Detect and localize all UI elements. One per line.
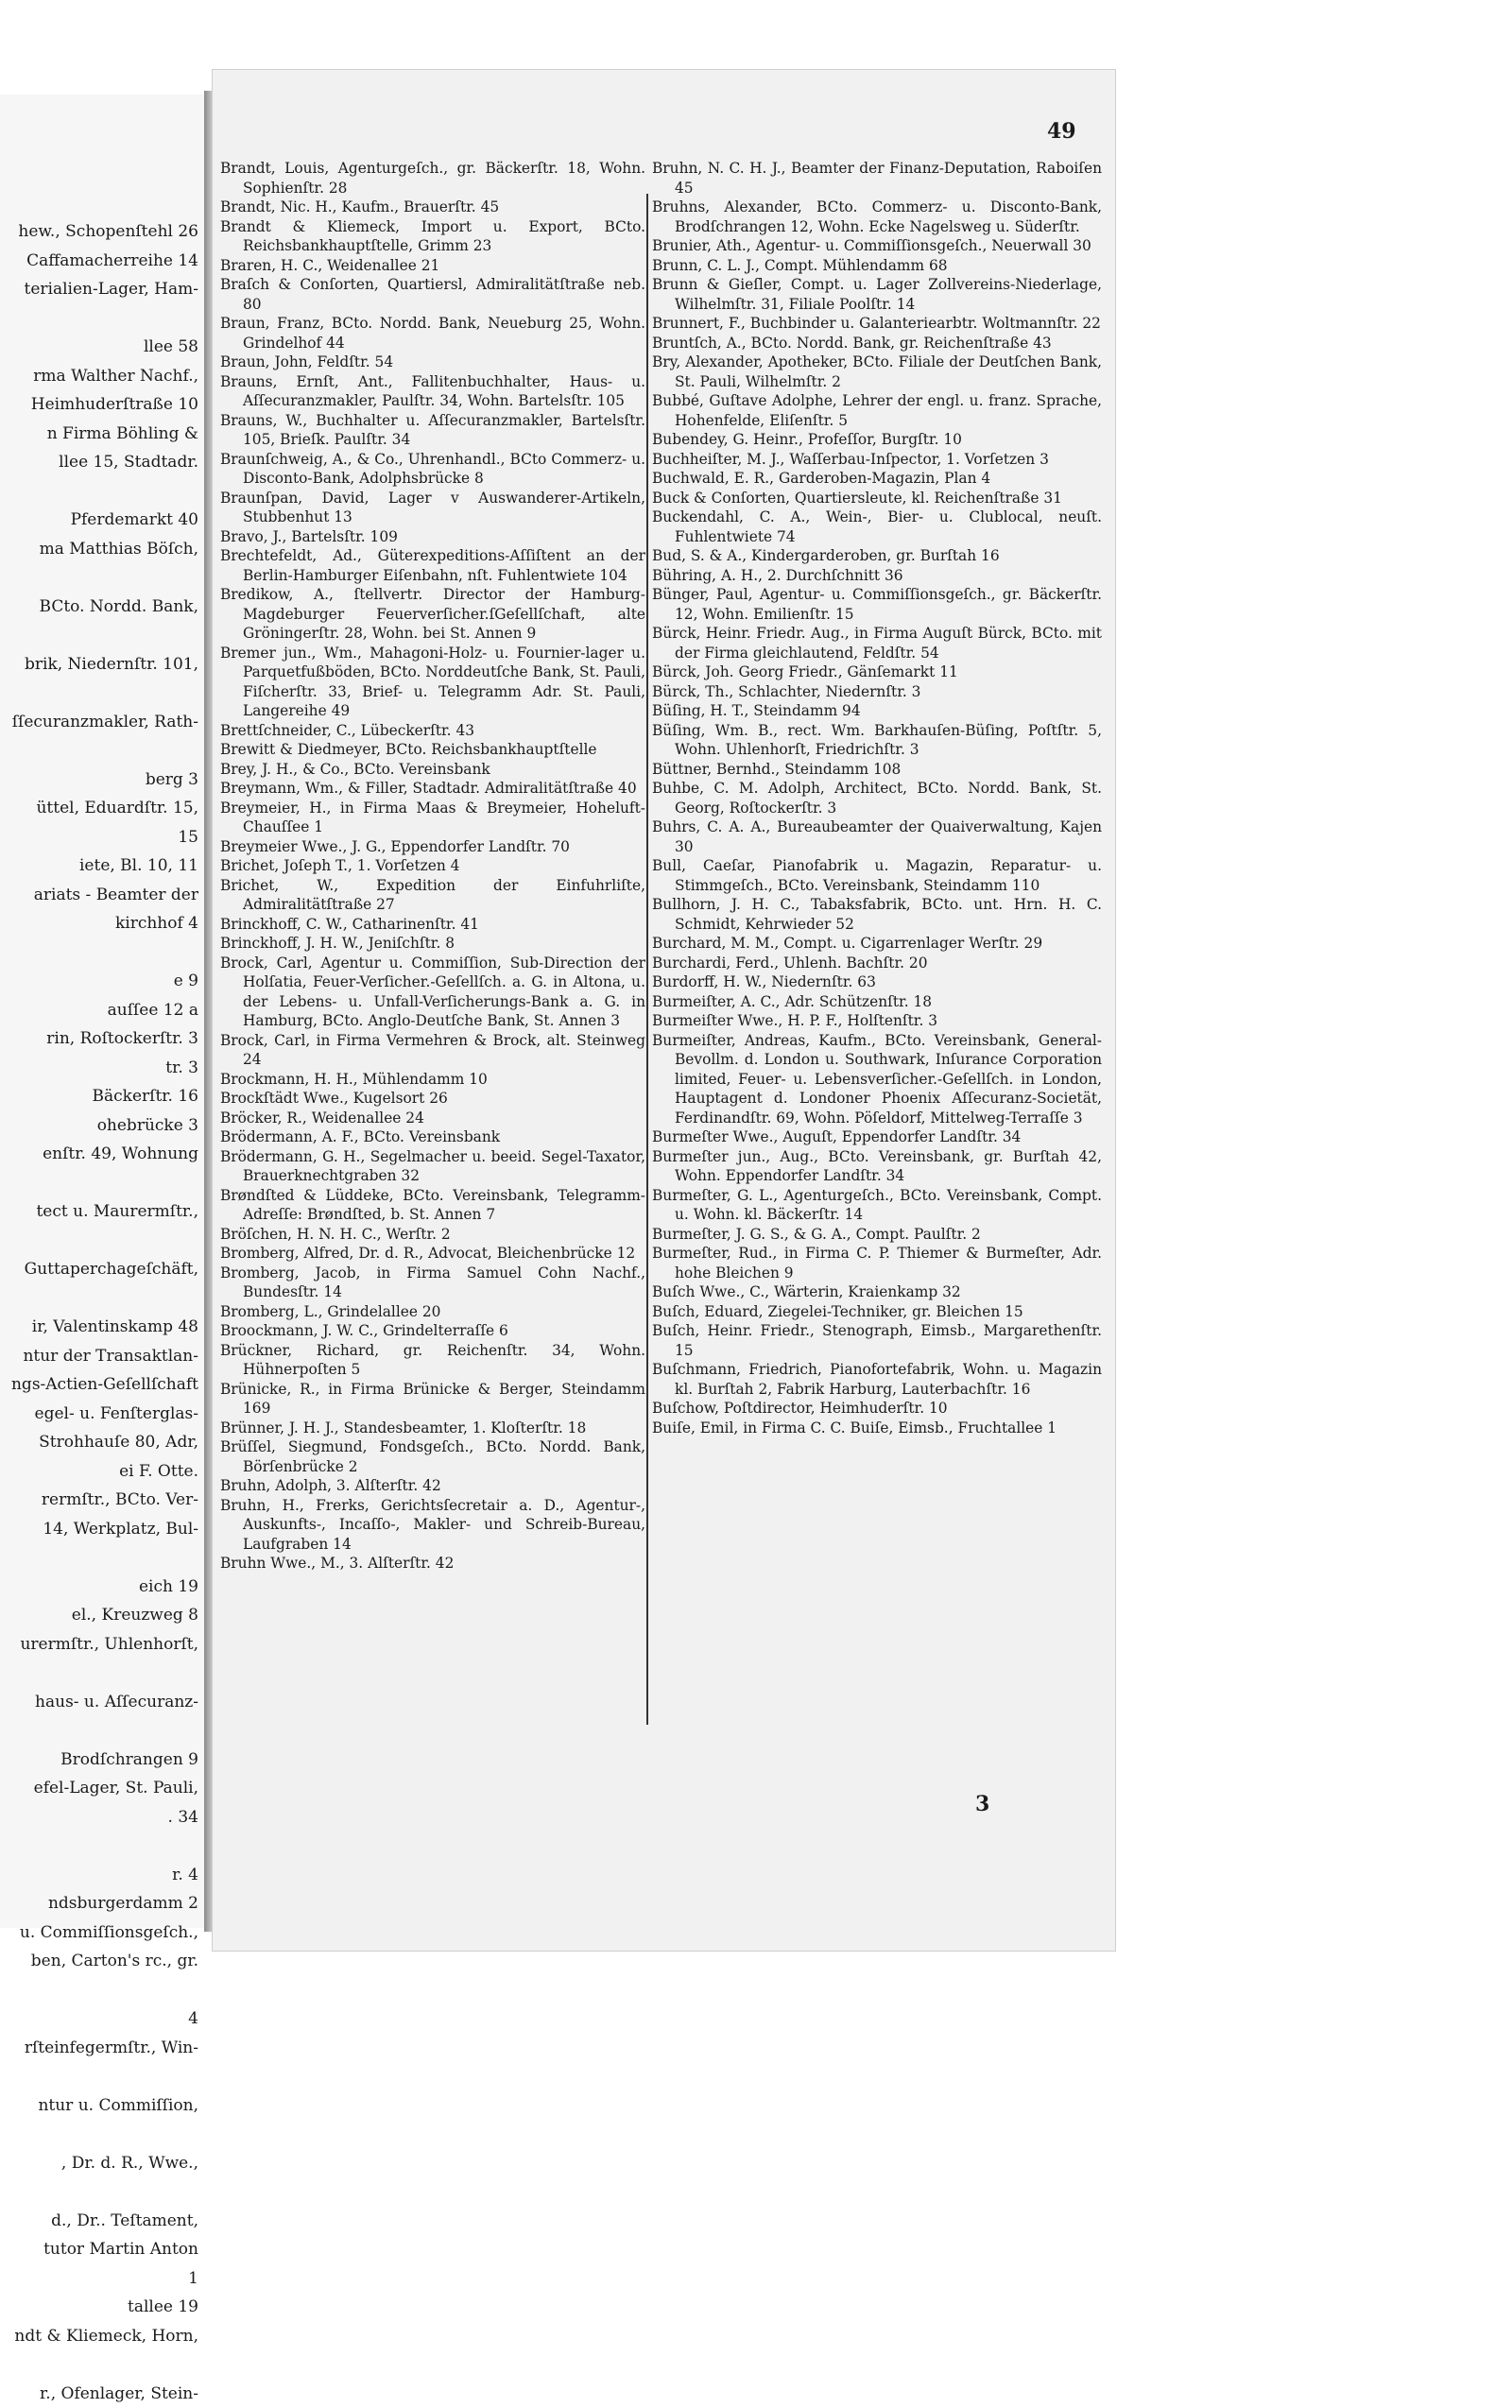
- directory-entry: Buſch, Heinr. Friedr., Stenograph, Eimsb., Margarethenſtr. 15: [652, 1321, 1102, 1360]
- directory-entry: Braun, Franz, BCto. Nordd. Bank, Neueburg 25, Wohn. Grindelhof 44: [220, 314, 645, 353]
- previous-page-line: tutor Martin Anton: [0, 2235, 198, 2264]
- directory-entry: Braunſchweig, A., & Co., Uhrenhandl., BCto Commerz- u. Disconto-Bank, Adolphsbrücke 8: [220, 450, 645, 489]
- previous-page-line: rſteinfegermſtr., Win-: [0, 2034, 198, 2063]
- directory-entry: Brunier, Ath., Agentur- u. Commiſſionsgeſch., Neuerwall 30: [652, 236, 1102, 256]
- directory-entry: Brünner, J. H. J., Standesbeamter, 1. Kloſterſtr. 18: [220, 1419, 645, 1438]
- directory-entry: Breymeier, H., in Firma Maas & Breymeier, Hoheluft-Chauſſee 1: [220, 799, 645, 837]
- previous-page-line: [0, 1832, 198, 1861]
- previous-page-line: BCto. Nordd. Bank,: [0, 593, 198, 622]
- directory-entry: Bruhn, H., Frerks, Gerichtsſecretair a. D., Agentur-, Auskunfts-, Incaſſo-, Makler- und Schreib-Bureau, Laufgraben 14: [220, 1496, 645, 1555]
- previous-page-line: llee 58: [0, 333, 198, 362]
- previous-page-line: [0, 736, 198, 765]
- previous-page-line: [0, 1716, 198, 1746]
- previous-page-line: . 34: [0, 1803, 198, 1832]
- directory-entry: Burmeiſter Wwe., H. P. F., Holſtenſtr. 3: [652, 1011, 1102, 1031]
- directory-entry: Bruhn, N. C. H. J., Beamter der Finanz-Deputation, Raboiſen 45: [652, 159, 1102, 198]
- directory-entry: Burmeſter jun., Aug., BCto. Vereinsbank, gr. Burſtah 42, Wohn. Eppendorfer Landſtr. 34: [652, 1147, 1102, 1186]
- directory-entry: Buchheiſter, M. J., Waſſerbau-Inſpector, 1. Vorſetzen 3: [652, 450, 1102, 470]
- directory-entry: Buhbe, C. M. Adolph, Architect, BCto. Nordd. Bank, St. Georg, Roſtockerſtr. 3: [652, 779, 1102, 817]
- directory-entry: Breymeier Wwe., J. G., Eppendorfer Landſtr. 70: [220, 837, 645, 857]
- previous-page-line: ngs-Actien-Geſellſchaft: [0, 1370, 198, 1400]
- previous-page-line: 4: [0, 2004, 198, 2034]
- directory-entry: Brinckhoff, C. W., Catharinenſtr. 41: [220, 915, 645, 935]
- directory-entry: Brock, Carl, in Firma Vermehren & Brock, alt. Steinweg 24: [220, 1031, 645, 1070]
- directory-entry: Bry, Alexander, Apotheker, BCto. Filiale der Deutſchen Bank, St. Pauli, Wilhelmſtr. 2: [652, 353, 1102, 391]
- directory-entry: Bredikow, A., ſtellvertr. Director der Hamburg-Magdeburger Feuerverſicher.ſGeſellſchaft, alte Gröningerſtr. 28, Wohn. bei St. Annen 9: [220, 585, 645, 644]
- directory-entry: Bud, S. & A., Kindergarderoben, gr. Burſtah 16: [652, 546, 1102, 566]
- directory-entry: Bremer jun., Wm., Mahagoni-Holz- u. Fournier-lager u. Parquetfußböden, BCto. Norddeutſche Bank, St. Pauli, Fiſcherſtr. 33, Brief- u. Telegramm Adr. St. Pauli, Langereihe 49: [220, 644, 645, 721]
- previous-page-line: e 9: [0, 967, 198, 996]
- directory-entry: Buck & Conſorten, Quartiersleute, kl. Reichenſtraße 31: [652, 489, 1102, 508]
- previous-page-line: [0, 679, 198, 708]
- directory-entry: Brandt & Kliemeck, Import u. Export, BCto. Reichsbankhauptſtelle, Grimm 23: [220, 217, 645, 256]
- directory-entry: Brockſtädt Wwe., Kugelsort 26: [220, 1089, 645, 1109]
- directory-entry: Buiſe, Emil, in Firma C. C. Buiſe, Eimsb., Fruchtallee 1: [652, 1419, 1102, 1438]
- directory-entry: Buſchmann, Friedrich, Pianofortefabrik, Wohn. u. Magazin kl. Burſtah 2, Fabrik Harburg, Lauterbachſtr. 16: [652, 1360, 1102, 1399]
- directory-entry: Bröcker, R., Weidenallee 24: [220, 1109, 645, 1128]
- directory-entry: Burchardi, Ferd., Uhlenh. Bachſtr. 20: [652, 954, 1102, 973]
- directory-entry: Büſing, Wm. B., rect. Wm. Barkhauſen-Büſing, Poſtſtr. 5, Wohn. Uhlenhorſt, Friedrichſtr. 3: [652, 721, 1102, 760]
- directory-entry: Buhrs, C. A. A., Bureaubeamter der Quaiverwaltung, Kajen 30: [652, 817, 1102, 856]
- previous-page-text: [0, 217, 198, 2408]
- previous-page-line: ma Matthias Böſch,: [0, 535, 198, 564]
- directory-entry: Brauns, W., Buchhalter u. Aſſecuranzmakler, Bartelsſtr. 105, Brieſk. Paulſtr. 34: [220, 411, 645, 450]
- directory-entry: Bromberg, Alfred, Dr. d. R., Advocat, Bleichenbrücke 12: [220, 1244, 645, 1264]
- directory-entry: Buſchow, Poſtdirector, Heimhuderſtr. 10: [652, 1399, 1102, 1419]
- directory-entry: Burmeſter Wwe., Auguſt, Eppendorfer Landſtr. 34: [652, 1127, 1102, 1147]
- previous-page-line: Brodſchrangen 9: [0, 1746, 198, 1775]
- previous-page-line: egel- u. Fenſterglas-: [0, 1400, 198, 1429]
- directory-entry: Bull, Caeſar, Pianofabrik u. Magazin, Reparatur- u. Stimmgeſch., BCto. Vereinsbank, Steindamm 110: [652, 856, 1102, 895]
- previous-page-line: [0, 477, 198, 507]
- previous-page-line: rermſtr., BCto. Ver-: [0, 1486, 198, 1515]
- directory-column-left: [220, 159, 645, 1574]
- previous-page-line: auſſee 12 a: [0, 996, 198, 1025]
- previous-page-line: Guttaperchageſchäft,: [0, 1255, 198, 1284]
- directory-entry: Burmeſter, J. G. S., & G. A., Compt. Paulſtr. 2: [652, 1225, 1102, 1245]
- directory-entry: Brödermann, A. F., BCto. Vereinsbank: [220, 1127, 645, 1147]
- directory-entry: Brunn, C. L. J., Compt. Mühlendamm 68: [652, 256, 1102, 276]
- page-number: 49: [1047, 119, 1076, 144]
- previous-page-line: tallee 19: [0, 2293, 198, 2322]
- directory-entry: Broockmann, J. W. C., Grindelterraſſe 6: [220, 1321, 645, 1341]
- previous-page-line: ntur u. Commiſſion,: [0, 2091, 198, 2121]
- previous-page-line: Caffamacherreihe 14: [0, 247, 198, 276]
- directory-entry: Bubendey, G. Heinr., Profeſſor, Burgſtr. 10: [652, 430, 1102, 450]
- previous-page-line: llee 15, Stadtadr.: [0, 448, 198, 477]
- directory-entry: Büſing, H. T., Steindamm 94: [652, 701, 1102, 721]
- directory-entry: Brey, J. H., & Co., BCto. Vereinsbank: [220, 760, 645, 780]
- previous-page-line: [0, 304, 198, 334]
- directory-entry: Bröſchen, H. N. H. C., Werſtr. 2: [220, 1225, 645, 1245]
- previous-page-line: terialien-Lager, Ham-: [0, 275, 198, 304]
- directory-entry: Breymann, Wm., & Filler, Stadtadr. Admiralitätſtraße 40: [220, 779, 645, 799]
- previous-page-edge: [0, 95, 206, 1928]
- directory-entry: Bromberg, Jacob, in Firma Samuel Cohn Nachf., Bundesſtr. 14: [220, 1264, 645, 1302]
- previous-page-line: kirchhof 4: [0, 909, 198, 938]
- previous-page-line: [0, 2062, 198, 2091]
- previous-page-line: [0, 2120, 198, 2149]
- directory-entry: Burmeiſter, Andreas, Kaufm., BCto. Vereinsbank, General-Bevollm. d. London u. Southwark, Inſurance Corporation limited, Feuer- u. Lebensverſicher.-Geſellſch. in London, Hauptagent d. Londoner Phoenix Aſſecuranz-Societät, Ferdinandſtr. 69, Wohn. Pöſeldorf, Mittelweg-Terraſſe 3: [652, 1031, 1102, 1128]
- directory-entry: Braunſpan, David, Lager v Auswanderer-Artikeln, Stubbenhut 13: [220, 489, 645, 527]
- directory-entry: Brockmann, H. H., Mühlendamm 10: [220, 1070, 645, 1090]
- previous-page-line: [0, 1284, 198, 1314]
- previous-page-line: 1: [0, 2264, 198, 2294]
- previous-page-line: u. Commiſſionsgeſch.,: [0, 1918, 198, 1948]
- previous-page-line: ndsburgerdamm 2: [0, 1889, 198, 1918]
- directory-entry: Bürck, Th., Schlachter, Niedernſtr. 3: [652, 682, 1102, 702]
- previous-page-line: ndt & Kliemeck, Horn,: [0, 2322, 198, 2351]
- directory-entry: Buckendahl, C. A., Wein-, Bier- u. Clublocal, neuſt. Fuhlentwiete 74: [652, 507, 1102, 546]
- previous-page-line: [0, 1976, 198, 2005]
- previous-page-line: haus- u. Aſſecuranz-: [0, 1688, 198, 1717]
- previous-page-line: hew., Schopenſtehl 26: [0, 217, 198, 247]
- directory-entry: Bullhorn, J. H. C., Tabaksfabrik, BCto. unt. Hrn. H. C. Schmidt, Kehrwieder 52: [652, 895, 1102, 934]
- directory-entry: Braun, John, Feldſtr. 54: [220, 353, 645, 372]
- directory-entry: Buſch, Eduard, Ziegelei-Techniker, gr. Bleichen 15: [652, 1302, 1102, 1322]
- previous-page-line: 14, Werkplatz, Bul-: [0, 1515, 198, 1544]
- previous-page-line: el., Kreuzweg 8: [0, 1601, 198, 1630]
- previous-page-line: [0, 938, 198, 968]
- directory-entry: Braſch & Conſorten, Quartiersl, Admiralitätſtraße neb. 80: [220, 275, 645, 314]
- printer-signature-mark: 3: [975, 1792, 989, 1816]
- previous-page-line: rin, Roſtockerſtr. 3: [0, 1024, 198, 1054]
- directory-entry: Büttner, Bernhd., Steindamm 108: [652, 760, 1102, 780]
- previous-page-line: enſtr. 49, Wohnung: [0, 1140, 198, 1169]
- previous-page-line: ei F. Otte.: [0, 1457, 198, 1487]
- previous-page-line: rma Walther Nachf.,: [0, 362, 198, 391]
- directory-entry: Brinckhoff, J. H. W., Jeniſchſtr. 8: [220, 934, 645, 954]
- directory-entry: Bruhn Wwe., M., 3. Alſterſtr. 42: [220, 1554, 645, 1574]
- column-divider: [646, 194, 648, 1725]
- previous-page-line: ariats - Beamter der: [0, 881, 198, 910]
- previous-page-line: r., Ofenlager, Stein-: [0, 2380, 198, 2408]
- previous-page-line: [0, 2350, 198, 2380]
- directory-entry: Buſch Wwe., C., Wärterin, Kraienkamp 32: [652, 1282, 1102, 1302]
- directory-entry: Brüſſel, Siegmund, Fondsgeſch., BCto. Nordd. Bank, Börſenbrücke 2: [220, 1437, 645, 1476]
- previous-page-line: tr. 3: [0, 1054, 198, 1083]
- previous-page-line: Strohhauſe 80, Adr,: [0, 1428, 198, 1457]
- previous-page-line: [0, 2177, 198, 2207]
- previous-page-line: ntur der Transaktlan-: [0, 1342, 198, 1371]
- previous-page-line: [0, 1543, 198, 1573]
- previous-page-line: Bäckerſtr. 16: [0, 1082, 198, 1111]
- directory-entry: Bürck, Joh. Georg Friedr., Gänſemarkt 11: [652, 662, 1102, 682]
- directory-entry: Brunn & Gieſler, Compt. u. Lager Zollvereins-Niederlage, Wilhelmſtr. 31, Filiale Poolſtr. 14: [652, 275, 1102, 314]
- previous-page-line: iete, Bl. 10, 11: [0, 851, 198, 881]
- previous-page-line: ohebrücke 3: [0, 1111, 198, 1141]
- directory-entry: Brechtefeldt, Ad., Güterexpeditions-Aſſiſtent an der Berlin-Hamburger Eiſenbahn, nſt. Fuhlentwiete 104: [220, 546, 645, 585]
- directory-entry: Brewitt & Diedmeyer, BCto. Reichsbankhauptſtelle: [220, 740, 645, 760]
- previous-page-line: [0, 621, 198, 650]
- previous-page-line: d., Dr.. Teſtament,: [0, 2207, 198, 2236]
- directory-entry: Bubbé, Guſtave Adolphe, Lehrer der engl. u. franz. Sprache, Hohenfelde, Eliſenſtr. 5: [652, 391, 1102, 430]
- directory-entry: Burchard, M. M., Compt. u. Cigarrenlager Werſtr. 29: [652, 934, 1102, 954]
- directory-entry: Brunnert, F., Buchbinder u. Galanteriearbtr. Woltmannſtr. 22: [652, 314, 1102, 334]
- directory-entry: Burmeiſter, A. C., Adr. Schützenſtr. 18: [652, 992, 1102, 1012]
- previous-page-line: ir, Valentinskamp 48: [0, 1313, 198, 1342]
- previous-page-line: [0, 1659, 198, 1688]
- directory-entry: Brandt, Nic. H., Kaufm., Brauerſtr. 45: [220, 198, 645, 217]
- directory-entry: Buchwald, E. R., Garderoben-Magazin, Plan 4: [652, 469, 1102, 489]
- directory-entry: Brünicke, R., in Firma Brünicke & Berger, Steindamm 169: [220, 1380, 645, 1419]
- directory-entry: Bravo, J., Bartelsſtr. 109: [220, 527, 645, 547]
- directory-entry: Bruntſch, A., BCto. Nordd. Bank, gr. Reichenſtraße 43: [652, 334, 1102, 353]
- directory-entry: Burmeſter, G. L., Agenturgeſch., BCto. Vereinsbank, Compt. u. Wohn. kl. Bäckerſtr. 14: [652, 1186, 1102, 1225]
- previous-page-line: [0, 1227, 198, 1256]
- directory-entry: Brøndſted & Lüddeke, BCto. Vereinsbank, Telegramm-Adreſſe: Brøndſted, b. St. Annen 7: [220, 1186, 645, 1225]
- previous-page-line: üttel, Eduardſtr. 15,: [0, 794, 198, 823]
- directory-entry: Bünger, Paul, Agentur- u. Commiſſionsgeſch., gr. Bäckerſtr. 12, Wohn. Emilienſtr. 15: [652, 585, 1102, 624]
- directory-entry: Burmeſter, Rud., in Firma C. P. Thiemer & Burmeſter, Adr. hohe Bleichen 9: [652, 1244, 1102, 1282]
- directory-entry: Bürck, Heinr. Friedr. Aug., in Firma Auguſt Bürck, BCto. mit der Firma gleichlautend, Feldſtr. 54: [652, 624, 1102, 662]
- previous-page-line: Pferdemarkt 40: [0, 506, 198, 535]
- directory-entry: Brandt, Louis, Agenturgeſch., gr. Bäckerſtr. 18, Wohn. Sophienſtr. 28: [220, 159, 645, 198]
- previous-page-line: n Firma Böhling &: [0, 420, 198, 449]
- previous-page-line: , Dr. d. R., Wwe.,: [0, 2149, 198, 2178]
- previous-page-line: eich 19: [0, 1573, 198, 1602]
- directory-entry: Brichet, W., Expedition der Einfuhrliſte, Admiralitätſtraße 27: [220, 876, 645, 915]
- previous-page-line: r. 4: [0, 1861, 198, 1890]
- directory-entry: Brauns, Ernſt, Ant., Fallitenbuchhalter, Haus- u. Aſſecuranzmakler, Paulſtr. 34, Wohn. Bartelsſtr. 105: [220, 372, 645, 411]
- previous-page-line: [0, 563, 198, 593]
- previous-page-line: efel-Lager, St. Pauli,: [0, 1774, 198, 1803]
- previous-page-line: ben, Carton's rc., gr.: [0, 1947, 198, 1976]
- directory-entry: Braren, H. C., Weidenallee 21: [220, 256, 645, 276]
- directory-entry: Brödermann, G. H., Segelmacher u. beeid. Segel-Taxator, Brauerknechtgraben 32: [220, 1147, 645, 1186]
- directory-entry: Brettſchneider, C., Lübeckerſtr. 43: [220, 721, 645, 741]
- directory-entry: Brock, Carl, Agentur u. Commiſſion, Sub-Direction der Holſatia, Feuer-Verſicher.-Geſellſch. a. G. in Altona, u. der Lebens- u. Unfall-Verſicherungs-Bank a. G. in Hamburg, BCto. Anglo-Deutſche Bank, St. Annen 3: [220, 954, 645, 1031]
- directory-entry: Bruhns, Alexander, BCto. Commerz- u. Disconto-Bank, Brodſchrangen 12, Wohn. Ecke Nagelsweg u. Süderſtr.: [652, 198, 1102, 236]
- directory-entry: Brichet, Joſeph T., 1. Vorſetzen 4: [220, 856, 645, 876]
- previous-page-line: urermſtr., Uhlenhorſt,: [0, 1630, 198, 1660]
- directory-entry: Brückner, Richard, gr. Reichenſtr. 34, Wohn. Hühnerpoſten 5: [220, 1341, 645, 1380]
- directory-column-right: [652, 159, 1102, 1437]
- previous-page-line: [0, 1169, 198, 1198]
- previous-page-line: ſſecuranzmakler, Rath-: [0, 708, 198, 737]
- directory-entry: Burdorff, H. W., Niedernſtr. 63: [652, 972, 1102, 992]
- previous-page-line: Heimhuderſtraße 10: [0, 390, 198, 420]
- previous-page-line: berg 3: [0, 765, 198, 795]
- previous-page-line: tect u. Maurermſtr.,: [0, 1197, 198, 1227]
- directory-entry: Bruhn, Adolph, 3. Alſterſtr. 42: [220, 1476, 645, 1496]
- directory-entry: Bromberg, L., Grindelallee 20: [220, 1302, 645, 1322]
- previous-page-line: brik, Niedernſtr. 101,: [0, 650, 198, 679]
- previous-page-line: 15: [0, 823, 198, 852]
- directory-entry: Bühring, A. H., 2. Durchſchnitt 36: [652, 566, 1102, 586]
